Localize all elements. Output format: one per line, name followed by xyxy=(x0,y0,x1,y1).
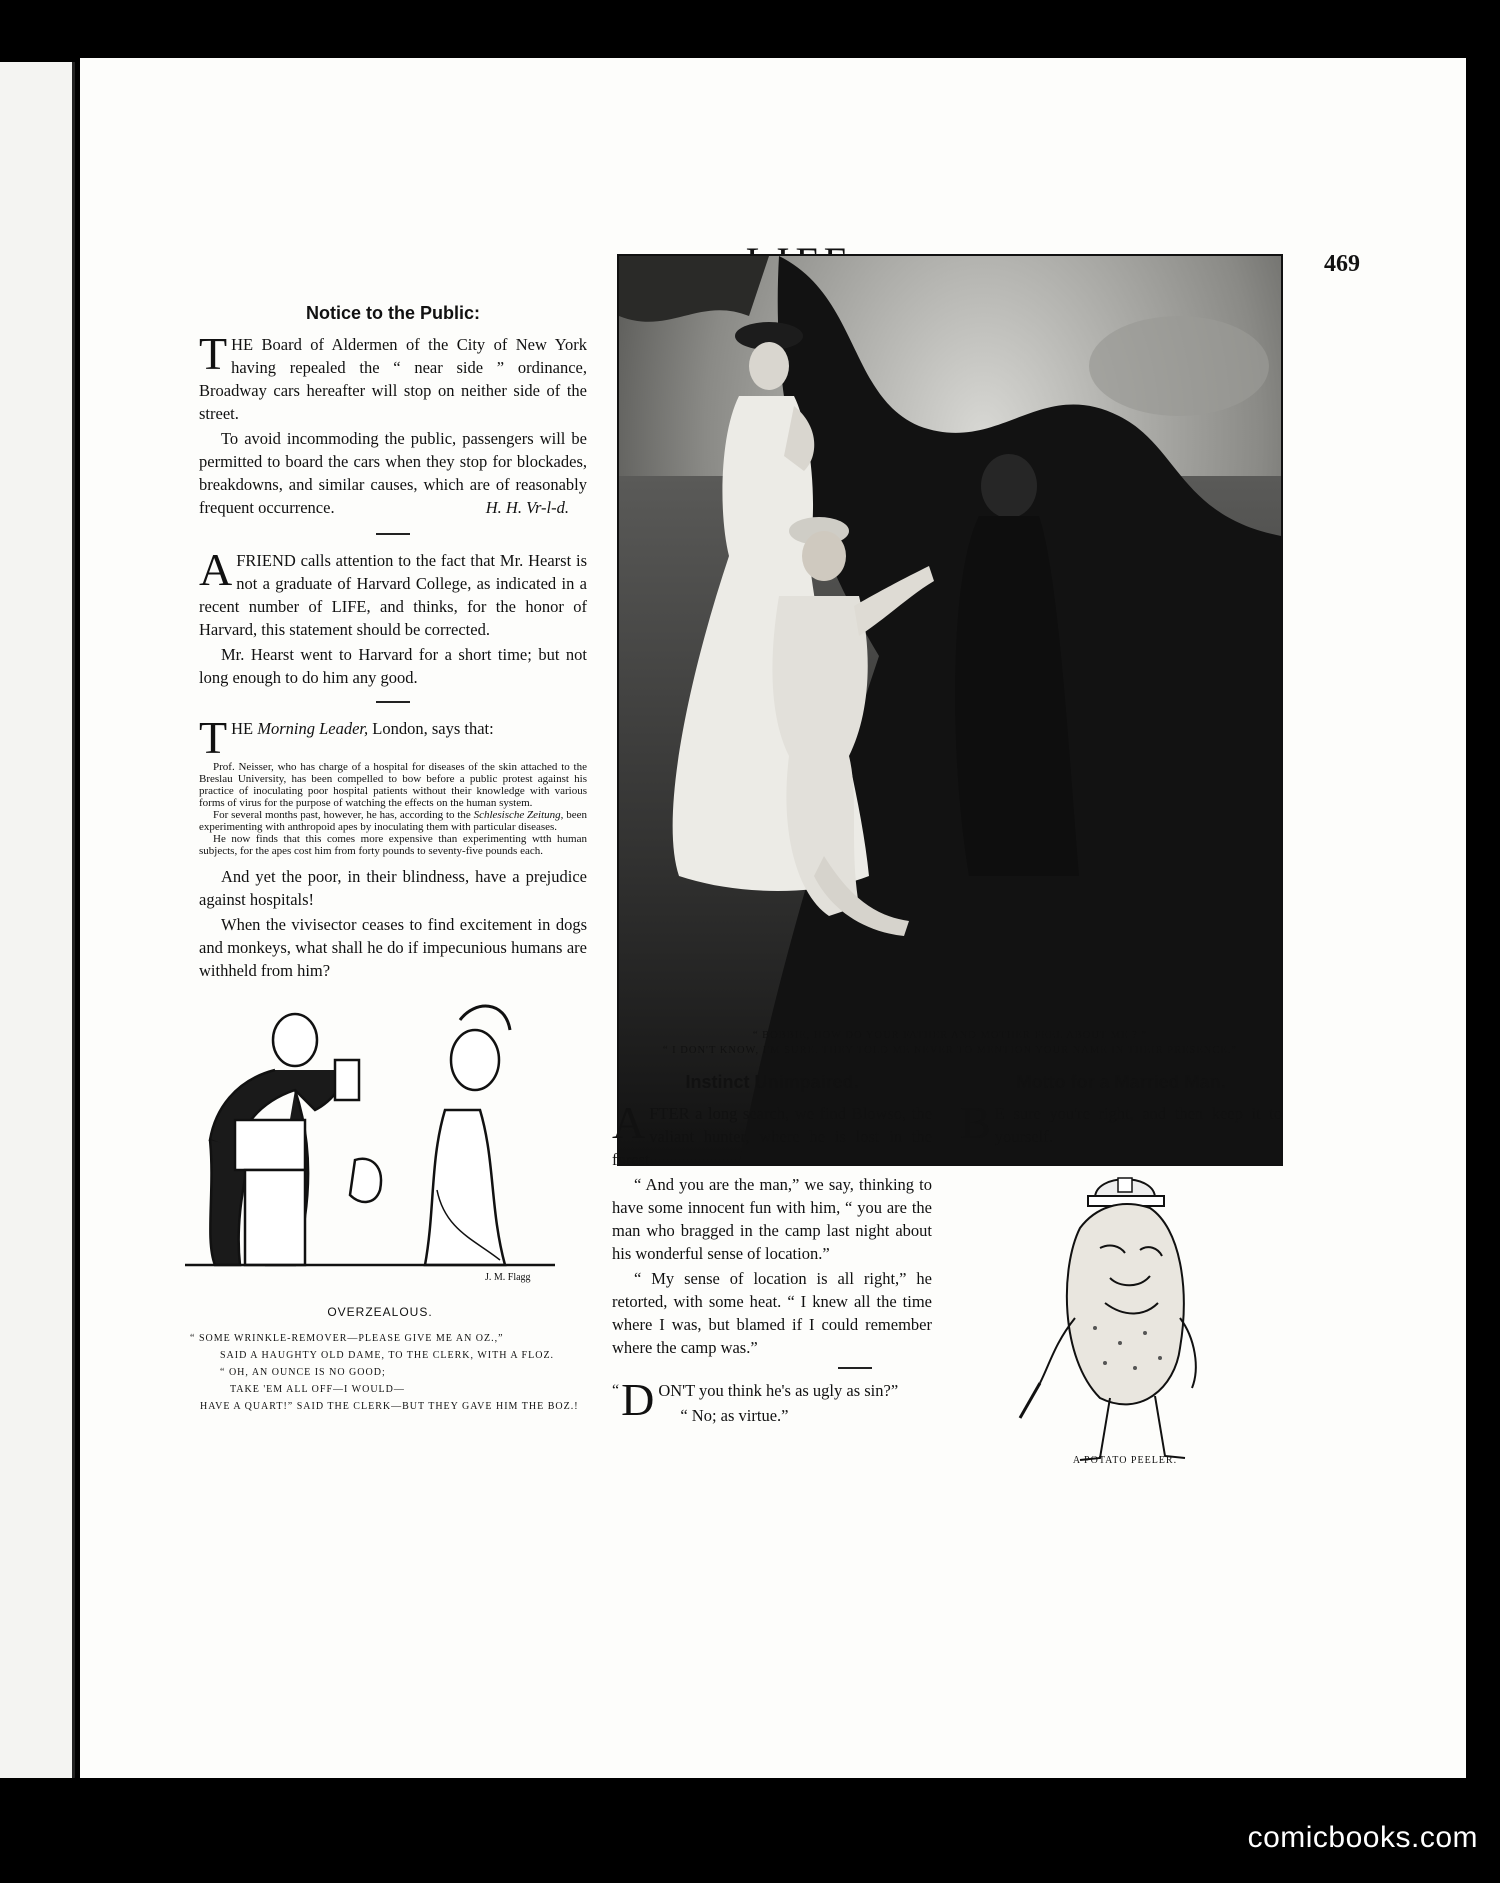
cartoon-overzealous xyxy=(175,990,595,1290)
notice-dropcap: T xyxy=(199,328,228,379)
notice-paragraph-1 xyxy=(199,328,587,425)
leader-quote-2-post: been experimenting with anthropoid apes by inoculating them with particular diseases. xyxy=(199,809,587,833)
leader-paragraph-2: When the vivisector ceases to find excitement in dogs and monkeys, what shall he do if impecunious humans are withheld from him? xyxy=(199,915,587,980)
instinct-title: Instinct Unimpaired. xyxy=(685,1072,859,1092)
site-watermark: comicbooks.com xyxy=(1247,1821,1478,1854)
cartoon-signature: J. M. Flagg xyxy=(485,1272,531,1283)
notice-paragraph-2 xyxy=(199,427,587,519)
cartoon-verse-line-5: HAVE A QUART!” SAID THE CLERK—BUT THEY GAVE HIM THE BOZ.! xyxy=(200,1401,579,1412)
page-number: 469 xyxy=(1324,251,1360,277)
friend-body: FRIEND calls attention to the fact that Mr. Hearst is not a graduate of Harvard College, as indicated in a recent number of LIFE, and thinks, for the honor of Harvard, this statement should be corrected. xyxy=(199,551,587,639)
potato-peeler-illustration xyxy=(980,1168,1270,1468)
leader-paper-name: Morning Leader, xyxy=(257,719,369,738)
leader-dropcap: T xyxy=(199,712,228,763)
joke-dropcap: D xyxy=(621,1374,655,1425)
cartoon-verse-line-1: “ SOME WRINKLE-REMOVER—PLEASE GIVE ME AN OZ.,” xyxy=(190,1333,504,1344)
leader-lead-post: London, says that: xyxy=(368,719,494,738)
divider-rule xyxy=(376,701,410,703)
photo-caption xyxy=(617,1028,1283,1058)
joke-answer: “ No; as virtue.” xyxy=(680,1406,789,1425)
motto-column xyxy=(960,1071,1282,1150)
photo-caption-line-2: “ I DON'T KNOW, I'M SURE. THEY TOLD ME NEVER TO MENTION YOUR NAME IN THEIR PRESENCE.” xyxy=(662,1045,1238,1056)
friend-paragraph-1 xyxy=(199,544,587,641)
motto-body: E sure you're right, and then keep it to yourself. xyxy=(994,1104,1282,1146)
divider-rule xyxy=(376,533,410,535)
instinct-paragraph-1 xyxy=(612,1097,932,1171)
friend-paragraph-2: Mr. Hearst went to Harvard for a short time; but not long enough to do him any good. xyxy=(199,645,587,687)
leader-quote xyxy=(199,761,587,857)
divider-rule xyxy=(838,1367,872,1369)
notice-title: Notice to the Public: xyxy=(305,303,480,323)
potato-caption: A POTATO PEELER. xyxy=(1072,1455,1178,1466)
notice-signature: H. H. Vr-l-d. xyxy=(485,498,569,517)
leader-lead-pre: HE xyxy=(231,719,258,738)
notice-body: HE Board of Aldermen of the City of New York having repealed the “ near side ” ordinance, Broadway cars hereafter will stop on neither side of the street. xyxy=(199,335,587,423)
cartoon-verse xyxy=(190,1330,590,1415)
instinct-dropcap: A xyxy=(612,1097,646,1148)
photo-caption-line-1: “ BOBBIE, HOW DO YOUR FATHER AND MOTHER FEEL ABOUT ME ? ” xyxy=(752,1030,1148,1041)
left-column xyxy=(199,302,587,984)
notice-para2-text: To avoid incommoding the public, passengers will be permitted to board the cars when they stop for blockades, breakdowns, and similar causes, which are of reasonably frequent occurrence. xyxy=(199,429,587,517)
joke-open-quote: “ xyxy=(612,1382,620,1399)
instinct-body: FTER a long search, we find Blowso, the valiant hunter, where he is lost in the forest. xyxy=(612,1104,932,1169)
potato-artwork xyxy=(980,1168,1270,1468)
leader-paragraph-1: And yet the poor, in their blindness, have a prejudice against hospitals! xyxy=(199,867,587,909)
joke-body: ON'T you think he's as ugly as sin?” xyxy=(658,1381,899,1400)
instinct-paragraph-3: “ My sense of location is all right,” he retorted, with some heat. “ I knew all the time where I was, but blamed if I could remember where the camp was.” xyxy=(612,1269,932,1357)
motto-paragraph xyxy=(960,1097,1282,1148)
cartoon-verse-line-3: “ OH, AN OUNCE IS NO GOOD; xyxy=(220,1367,386,1378)
magazine-page xyxy=(80,58,1466,1778)
instinct-paragraph-2: “ And you are the man,” we say, thinking to have some innocent fun with him, “ you are the man who bragged in the camp last night about his wonderful sense of location.” xyxy=(612,1175,932,1263)
adjacent-page-edge xyxy=(0,62,75,1778)
cartoon-verse-line-4: TAKE 'EM ALL OFF—I WOULD— xyxy=(230,1384,405,1395)
friend-dropcap: A xyxy=(199,544,233,595)
leader-quote-2-paper: Schlesische Zeitung, xyxy=(473,809,564,821)
instinct-column xyxy=(612,1071,932,1429)
leader-quote-2-pre: For several months past, however, he has, according to the xyxy=(213,809,474,821)
leader-quote-2 xyxy=(199,809,587,833)
cartoon-artwork xyxy=(175,990,595,1290)
motto-title: Motto for a Married Man. xyxy=(1016,1072,1226,1092)
cartoon-title: OVERZEALOUS. xyxy=(327,1305,433,1319)
leader-quote-3: He now finds that this comes more expensive than experimenting wtth human subjects, for the apes cost him from forty pounds to seventy-five pounds each. xyxy=(199,833,587,857)
leader-quote-1: Prof. Neisser, who has charge of a hospital for diseases of the skin attached to the Breslau University, has been compelled to bow before a public protest against his practice of inoculating poor hospital patients without their knowledge with various forms of virus for the purpose of watching the effects on the human system. xyxy=(199,761,587,809)
cartoon-verse-line-2: SAID A HAUGHTY OLD DAME, TO THE CLERK, WITH A FLOZ. xyxy=(220,1350,555,1361)
motto-dropcap: B xyxy=(960,1097,991,1148)
leader-intro xyxy=(199,712,587,763)
